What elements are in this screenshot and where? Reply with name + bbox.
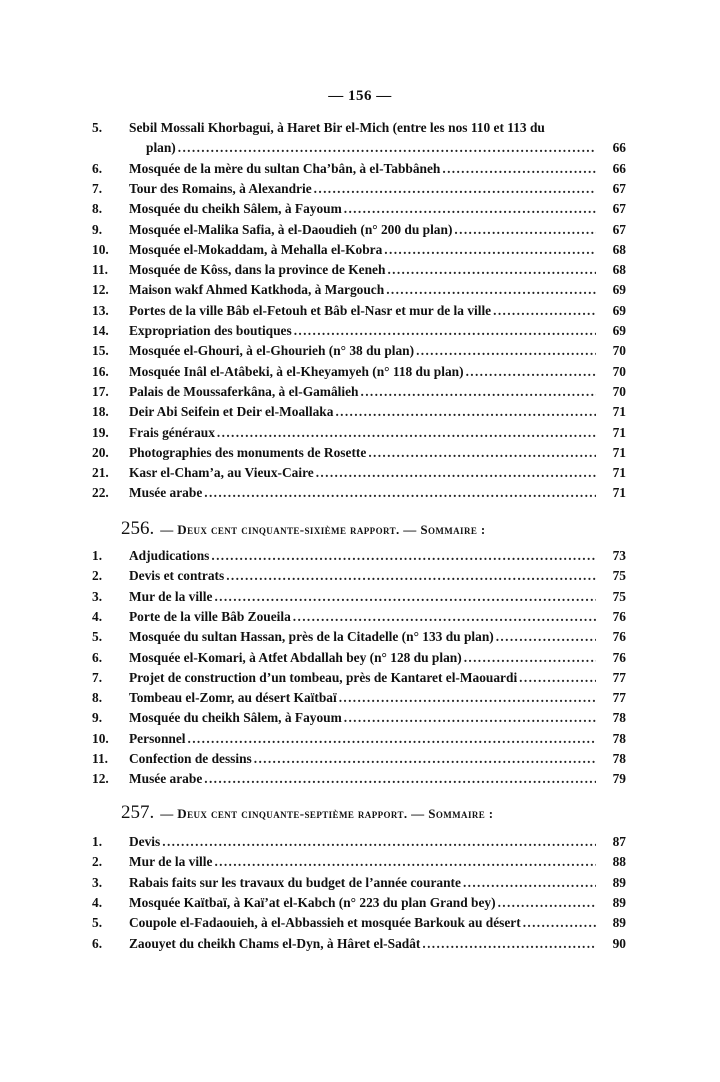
toc-entry xyxy=(0,341,720,361)
entry-text xyxy=(129,483,596,503)
entry-number: 5. xyxy=(92,629,103,645)
entry-number: 14. xyxy=(92,323,109,338)
dot-leader xyxy=(387,260,596,280)
entry-text xyxy=(129,423,596,443)
toc-entry xyxy=(0,280,720,300)
entry-title: Mosquée de la mère du sultan Cha’bân, à el-Tabbâneh xyxy=(129,160,441,176)
entry-text xyxy=(129,832,596,852)
entry-page: 67 xyxy=(612,221,626,237)
entry-number: 10. xyxy=(92,730,109,746)
entry-title: Mosquée du cheikh Sâlem, à Fayoum xyxy=(129,710,342,726)
entry-title: Portes de la ville Bâb el-Fetouh et Bâb el-Nasr et mur de la ville xyxy=(129,302,492,318)
entry-text xyxy=(129,587,596,607)
entry-title: Maison wakf Ahmed Katkhoda, à Margouch xyxy=(129,282,385,298)
entry-page: 76 xyxy=(612,608,626,624)
toc-entry xyxy=(0,362,720,382)
toc-entry xyxy=(0,546,720,566)
dot-leader xyxy=(454,220,596,240)
section-title: — Deux cent cinquante-septième rapport. — Sommaire : xyxy=(160,806,494,821)
entry-text xyxy=(129,913,596,933)
entry-page: 88 xyxy=(612,854,626,870)
section-number: 256. xyxy=(121,518,155,539)
entry-text xyxy=(129,769,596,789)
entry-page: 76 xyxy=(612,649,626,665)
entry-text xyxy=(129,668,596,688)
entry-page: 75 xyxy=(612,588,626,604)
entry-title: plan) xyxy=(146,140,176,156)
section-heading xyxy=(121,800,641,826)
toc-entry xyxy=(0,321,720,341)
entry-page: 68 xyxy=(612,262,626,278)
entry-text xyxy=(129,362,596,382)
entry-title: Mur de la ville xyxy=(129,854,213,870)
dot-leader xyxy=(188,729,596,749)
toc-entry xyxy=(0,688,720,708)
entry-number: 4. xyxy=(92,608,103,624)
entry-title: Rabais faits sur les travaux du budget de l’année courante xyxy=(129,874,461,890)
entry-page: 89 xyxy=(612,874,626,890)
dot-leader xyxy=(178,138,596,158)
entry-page: 73 xyxy=(612,548,626,563)
entry-number: 8. xyxy=(92,690,103,706)
entry-number: 7. xyxy=(92,669,103,685)
entry-number: 5. xyxy=(92,120,103,135)
entry-page: 77 xyxy=(612,669,626,685)
toc-entry xyxy=(0,749,720,769)
toc-entry xyxy=(0,463,720,483)
entry-title: Devis xyxy=(129,834,161,849)
dot-leader xyxy=(368,443,596,463)
entry-number: 16. xyxy=(92,363,109,379)
entry-number: 20. xyxy=(92,444,109,460)
dot-leader xyxy=(344,199,596,219)
section-heading xyxy=(121,516,641,542)
entry-text xyxy=(129,546,596,566)
entry-title: Palais de Moussaferkâna, à el-Gamâlieh xyxy=(129,383,359,399)
toc-entry xyxy=(0,179,720,199)
entry-page: 69 xyxy=(612,282,626,298)
entry-number: 4. xyxy=(92,894,103,910)
entry-page: 70 xyxy=(612,363,626,379)
dot-leader xyxy=(214,587,596,607)
toc-entry xyxy=(0,382,720,402)
dot-leader xyxy=(335,402,596,422)
toc-entry xyxy=(0,893,720,913)
toc-entry xyxy=(0,627,720,647)
entry-text xyxy=(129,934,596,954)
entry-text xyxy=(129,159,596,179)
dot-leader xyxy=(204,483,596,503)
entry-title: Mosquée el-Ghouri, à el-Ghourieh (n° 38 du plan) xyxy=(129,343,415,359)
entry-number: 2. xyxy=(92,568,103,584)
dot-leader xyxy=(226,566,596,586)
toc-entry xyxy=(0,220,720,240)
entry-page: 69 xyxy=(612,323,626,338)
toc-entry xyxy=(0,301,720,321)
entry-title: Zaouyet du cheikh Chams el-Dyn, à Hâret el-Sadât xyxy=(129,935,421,951)
entry-page: 71 xyxy=(612,404,626,420)
entry-number: 3. xyxy=(92,874,103,890)
toc-entry xyxy=(0,199,720,219)
entry-title: Coupole el-Fadaouieh, à el-Abbassieh et mosquée Barkouk au désert xyxy=(129,915,521,931)
entry-text xyxy=(129,648,596,668)
dot-leader xyxy=(466,362,596,382)
dot-leader xyxy=(442,159,596,179)
entry-text xyxy=(129,873,596,893)
entry-number: 15. xyxy=(92,343,109,359)
entry-title: Projet de construction d’un tombeau, près de Kantaret el-Maouardi xyxy=(129,669,518,685)
entry-title: Kasr el-Cham’a, au Vieux-Caire xyxy=(129,465,314,481)
entry-page: 77 xyxy=(612,690,626,706)
section-number: 257. xyxy=(121,802,155,823)
toc-entry xyxy=(0,852,720,872)
entry-page: 68 xyxy=(612,241,626,257)
entry-title: Musée arabe xyxy=(129,485,203,501)
entry-text xyxy=(146,138,596,158)
entry-text xyxy=(129,260,596,280)
entry-text xyxy=(129,749,596,769)
entry-number: 21. xyxy=(92,465,109,481)
entry-number: 19. xyxy=(92,424,109,440)
dot-leader xyxy=(316,463,596,483)
toc-entry xyxy=(0,587,720,607)
entry-text xyxy=(129,240,596,260)
page-number: — 156 — xyxy=(328,88,392,104)
toc-entry xyxy=(0,668,720,688)
dot-leader xyxy=(339,688,596,708)
entry-number: 22. xyxy=(92,485,109,501)
entry-number: 13. xyxy=(92,302,109,318)
dot-leader xyxy=(361,382,597,402)
toc-entry xyxy=(0,832,720,852)
entry-title: Tombeau el-Zomr, au désert Kaïtbaï xyxy=(129,690,337,706)
entry-page: 70 xyxy=(612,343,626,359)
dot-leader xyxy=(384,240,596,260)
entry-title: Frais généraux xyxy=(129,424,215,440)
entry-text xyxy=(129,321,596,341)
entry-title: Personnel xyxy=(129,730,186,746)
dot-leader xyxy=(386,280,596,300)
entry-number: 9. xyxy=(92,710,103,726)
entry-page: 71 xyxy=(612,444,626,460)
toc-entry xyxy=(0,483,720,503)
entry-text xyxy=(129,199,596,219)
entry-page: 89 xyxy=(612,915,626,931)
entry-title: Confection de dessins xyxy=(129,751,252,766)
entry-page: 71 xyxy=(612,465,626,481)
entry-page: 70 xyxy=(612,383,626,399)
dot-leader xyxy=(217,423,596,443)
entry-title: Mosquée du cheikh Sâlem, à Fayoum xyxy=(129,201,342,217)
dot-leader xyxy=(416,341,596,361)
entry-title: Musée arabe xyxy=(129,771,203,787)
entry-number: 6. xyxy=(92,649,103,665)
entry-text xyxy=(129,688,596,708)
dot-leader xyxy=(344,708,596,728)
entry-number: 6. xyxy=(92,160,103,176)
entry-page: 66 xyxy=(612,140,626,156)
dot-leader xyxy=(254,749,596,769)
entry-text xyxy=(129,607,596,627)
dot-leader xyxy=(493,301,596,321)
toc-entry xyxy=(0,423,720,443)
entry-title: Expropriation des boutiques xyxy=(129,323,292,338)
toc-entry xyxy=(0,118,720,138)
entry-text xyxy=(129,893,596,913)
entry-page: 67 xyxy=(612,180,626,196)
toc-entry xyxy=(0,729,720,749)
entry-page: 76 xyxy=(612,629,626,645)
toc-entry xyxy=(0,648,720,668)
entry-page: 87 xyxy=(612,834,626,849)
entry-page: 78 xyxy=(612,730,626,746)
dot-leader xyxy=(498,893,596,913)
entry-page: 71 xyxy=(612,485,626,501)
toc-entry xyxy=(0,443,720,463)
entry-title: Deir Abi Seifein et Deir el-Moallaka xyxy=(129,404,334,420)
dot-leader xyxy=(422,934,596,954)
entry-page: 78 xyxy=(612,710,626,726)
entry-text xyxy=(129,341,596,361)
entry-text xyxy=(129,627,596,647)
dot-leader xyxy=(211,546,596,566)
dot-leader xyxy=(519,668,596,688)
entry-number: 7. xyxy=(92,180,103,196)
entry-title: Mosquée de Kôss, dans la province de Keneh xyxy=(129,262,386,278)
toc-entry xyxy=(0,934,720,954)
toc-entry xyxy=(0,402,720,422)
toc-entry xyxy=(0,913,720,933)
entry-page: 79 xyxy=(612,771,626,787)
entry-text xyxy=(129,729,596,749)
dot-leader xyxy=(496,627,596,647)
entry-number: 11. xyxy=(92,262,108,278)
toc-entry xyxy=(0,566,720,586)
toc-entry xyxy=(0,260,720,280)
entry-page: 90 xyxy=(612,935,626,951)
entry-title: Mur de la ville xyxy=(129,588,213,604)
entry-number: 2. xyxy=(92,854,103,870)
dot-leader xyxy=(463,873,596,893)
entry-text xyxy=(129,301,596,321)
entry-title: Mosquée el-Malika Safia, à el-Daoudieh (n° 200 du plan) xyxy=(129,221,453,237)
entry-text xyxy=(129,443,596,463)
entry-number: 10. xyxy=(92,241,109,257)
entry-number: 3. xyxy=(92,588,103,604)
entry-title: Mosquée du sultan Hassan, près de la Citadelle (n° 133 du plan) xyxy=(129,629,494,645)
entry-title: Mosquée el-Mokaddam, à Mehalla el-Kobra xyxy=(129,241,383,257)
entry-page: 66 xyxy=(612,160,626,176)
entry-text xyxy=(129,179,596,199)
entry-number: 1. xyxy=(92,548,103,563)
toc-entry xyxy=(0,873,720,893)
entry-text xyxy=(129,463,596,483)
entry-text xyxy=(129,382,596,402)
entry-title: Adjudications xyxy=(129,548,210,563)
dot-leader xyxy=(204,769,596,789)
entry-text xyxy=(129,566,596,586)
entry-number: 1. xyxy=(92,834,103,849)
toc-entry xyxy=(0,769,720,789)
entry-text xyxy=(129,220,596,240)
entry-number: 5. xyxy=(92,915,103,931)
entry-number: 12. xyxy=(92,771,109,787)
entry-text xyxy=(129,402,596,422)
entry-page: 71 xyxy=(612,424,626,440)
dot-leader xyxy=(294,321,596,341)
entry-text xyxy=(129,852,596,872)
entry-title: Photographies des monuments de Rosette xyxy=(129,444,367,460)
entry-number: 17. xyxy=(92,383,109,399)
entry-page: 69 xyxy=(612,302,626,318)
dot-leader xyxy=(314,179,596,199)
dot-leader xyxy=(162,832,596,852)
entry-number: 9. xyxy=(92,221,103,237)
entry-number: 11. xyxy=(92,751,108,766)
toc-entry xyxy=(0,607,720,627)
toc-entry xyxy=(0,708,720,728)
entry-title: Mosquée el-Komari, à Atfet Abdallah bey (n° 128 du plan) xyxy=(129,649,462,665)
entry-number: 6. xyxy=(92,935,103,951)
entry-title: Sebil Mossali Khorbagui, à Haret Bir el-Mich (entre les nos 110 et 113 du xyxy=(129,120,545,135)
entry-title: Devis et contrats xyxy=(129,568,225,584)
section-title: — Deux cent cinquante-sixième rapport. — Sommaire : xyxy=(160,522,486,537)
entry-number: 12. xyxy=(92,282,109,298)
entry-text xyxy=(129,118,596,138)
dot-leader xyxy=(214,852,596,872)
entry-text xyxy=(129,708,596,728)
entry-page: 78 xyxy=(612,751,626,766)
toc-entry xyxy=(0,159,720,179)
entry-number: 8. xyxy=(92,201,103,217)
entry-page: 67 xyxy=(612,201,626,217)
dot-leader xyxy=(523,913,596,933)
dot-leader xyxy=(464,648,596,668)
entry-page: 75 xyxy=(612,568,626,584)
toc-entry xyxy=(0,240,720,260)
dot-leader xyxy=(293,607,596,627)
entry-title: Mosquée Inâl el-Atâbeki, à el-Kheyamyeh (n° 118 du plan) xyxy=(129,363,464,379)
entry-page: 89 xyxy=(612,894,626,910)
entry-number: 18. xyxy=(92,404,109,420)
toc-entry xyxy=(0,138,720,158)
entry-text xyxy=(129,280,596,300)
entry-title: Mosquée Kaïtbaï, à Kaï’at el-Kabch (n° 223 du plan Grand bey) xyxy=(129,894,496,910)
entry-title: Tour des Romains, à Alexandrie xyxy=(129,180,312,196)
entry-title: Porte de la ville Bâb Zoueila xyxy=(129,608,291,624)
